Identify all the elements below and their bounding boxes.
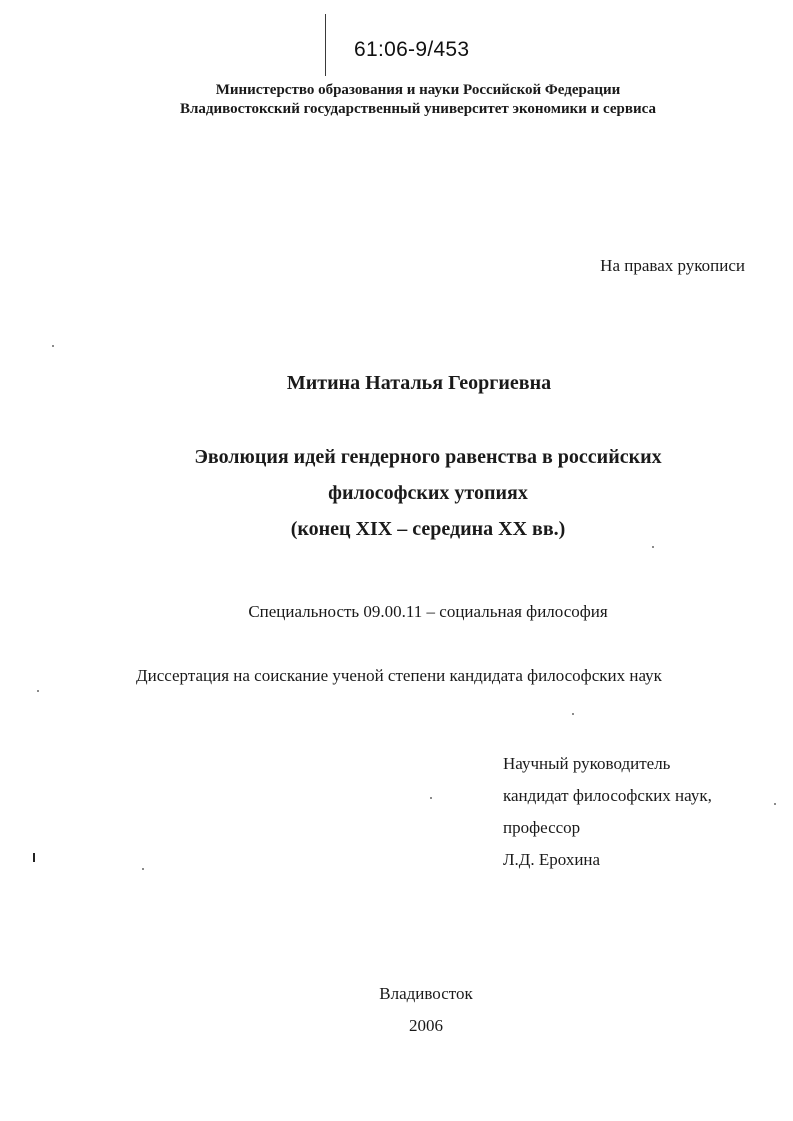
specialty-line: Специальность 09.00.11 – социальная философия: [248, 602, 608, 621]
scan-speck: [774, 803, 776, 805]
supervisor-name: Л.Д. Ерохина: [503, 850, 601, 869]
scan-speck: [572, 713, 574, 715]
scan-speck: [142, 868, 144, 870]
supervisor-role: Научный руководитель: [503, 754, 671, 773]
author-name: Митина Наталья Георгиевна: [286, 372, 552, 394]
manuscript-note: На правах рукописи: [600, 256, 745, 275]
scan-speck: [430, 797, 432, 799]
university-heading: Владивостокский государственный университет экономики и сервиса: [180, 101, 656, 117]
city: Владивосток: [379, 984, 473, 1003]
dissertation-title-line-1: Эволюция идей гендерного равенства в российских: [194, 446, 662, 468]
dissertation-title-line-3: (конец XIX – середина XX вв.): [290, 518, 566, 540]
scan-speck: [37, 690, 39, 692]
supervisor-degree: кандидат философских наук,: [503, 786, 712, 805]
scan-edge-mark: [33, 853, 35, 862]
supervisor-rank: профессор: [503, 818, 581, 837]
archive-stamp-line: [325, 14, 326, 76]
dissertation-note: Диссертация на соискание ученой степени кандидата философских наук: [136, 666, 662, 685]
archive-code: 61:06-9/453: [354, 38, 470, 61]
scan-speck: [52, 345, 54, 347]
ministry-heading: Министерство образования и науки Российской Федерации: [215, 82, 621, 98]
year: 2006: [409, 1016, 443, 1035]
scan-speck: [652, 546, 654, 548]
dissertation-title-line-2: философских утопиях: [328, 482, 528, 504]
